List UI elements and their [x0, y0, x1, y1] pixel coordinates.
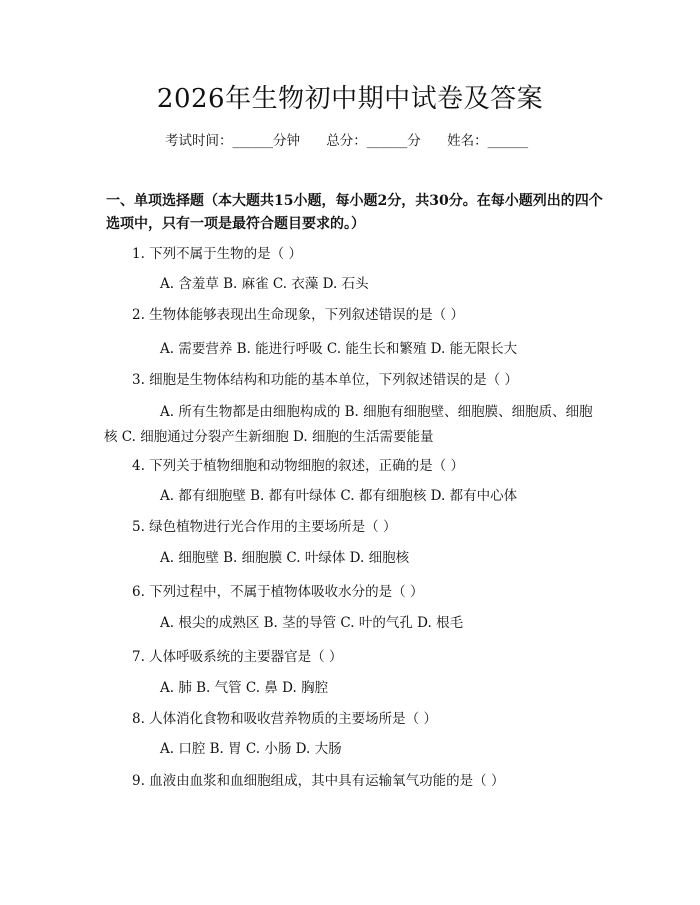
question-7: 7. 人体呼吸系统的主要器官是（ ）: [132, 649, 343, 665]
question-5: 5. 绿色植物进行光合作用的主要场所是（ ）: [132, 519, 397, 535]
section-heading-single-choice: 一、单项选择题（本大题共15小题，每小题2分，共30分。在每小题列出的四个选项中，只有一项是最符合题目要求的。）: [106, 193, 603, 232]
question-2: 2. 生物体能够表现出生命现象，下列叙述错误的是（ ）: [132, 307, 464, 323]
question-3: 3. 细胞是生物体结构和功能的基本单位，下列叙述错误的是（ ）: [132, 372, 518, 388]
question-8-options: A. 口腔 B. 胃 C. 小肠 D. 大肠: [160, 741, 342, 757]
question-8: 8. 人体消化食物和吸收营养物质的主要场所是（ ）: [132, 711, 437, 727]
question-4: 4. 下列关于植物细胞和动物细胞的叙述，正确的是（ ）: [132, 458, 464, 474]
question-4-options: A. 都有细胞壁 B. 都有叶绿体 C. 都有细胞核 D. 都有中心体: [160, 488, 518, 504]
total-score-field: 总分：______分: [326, 133, 421, 149]
student-name-field: 姓名：______: [447, 133, 529, 149]
question-3-options: A. 所有生物都是由细胞构成的 B. 细胞有细胞壁、细胞膜、细胞质、细胞核 C. 细胞通过分裂产生新细胞 D. 细胞的生活需要能量: [104, 404, 593, 445]
question-1-options: A. 含羞草 B. 麻雀 C. 衣藻 D. 石头: [160, 276, 369, 292]
question-1: 1. 下列不属于生物的是（ ）: [132, 246, 302, 262]
question-5-options: A. 细胞壁 B. 细胞膜 C. 叶绿体 D. 细胞核: [160, 550, 410, 566]
question-6-options: A. 根尖的成熟区 B. 茎的导管 C. 叶的气孔 D. 根毛: [160, 615, 464, 631]
exam-title: 2026年生物初中期中试卷及答案: [156, 84, 544, 114]
question-9: 9. 血液由血浆和血细胞组成，其中具有运输氧气功能的是（ ）: [132, 773, 505, 789]
question-2-options: A. 需要营养 B. 能进行呼吸 C. 能生长和繁殖 D. 能无限长大: [160, 341, 518, 357]
exam-info-line: [165, 131, 528, 151]
question-7-options: A. 肺 B. 气管 C. 鼻 D. 胸腔: [160, 680, 329, 696]
question-6: 6. 下列过程中，不属于植物体吸收水分的是（ ）: [132, 584, 424, 600]
exam-time-field: 考试时间：______分钟: [165, 133, 300, 149]
